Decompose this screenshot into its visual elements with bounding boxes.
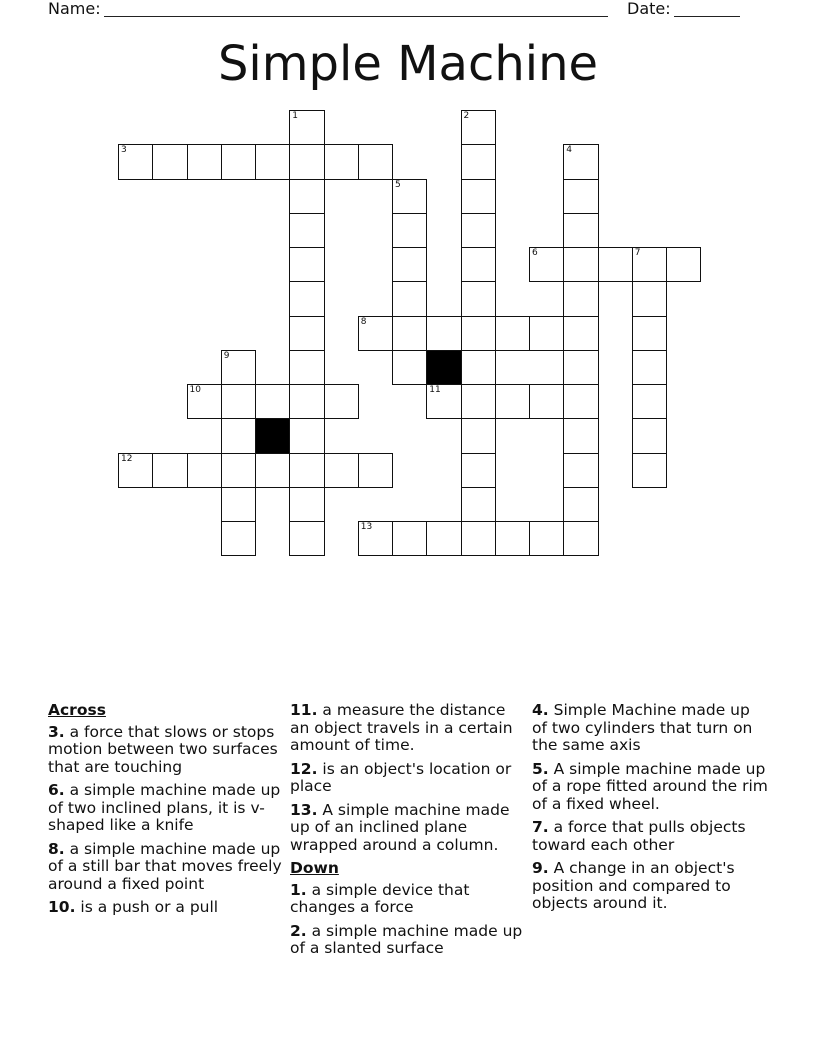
clue-number: 6. bbox=[48, 781, 65, 799]
grid-cell[interactable] bbox=[529, 316, 564, 351]
grid-cell[interactable] bbox=[255, 384, 290, 419]
grid-cell[interactable] bbox=[118, 453, 153, 488]
clue-number: 12. bbox=[290, 759, 318, 778]
clue-number: 3. bbox=[48, 722, 65, 741]
clue-number: 10. bbox=[48, 898, 76, 916]
grid-cell[interactable] bbox=[358, 521, 393, 556]
clue-across-8 bbox=[48, 841, 284, 894]
grid-cell[interactable] bbox=[461, 179, 496, 214]
grid-cell[interactable] bbox=[563, 521, 598, 556]
grid-cell[interactable] bbox=[392, 521, 427, 556]
grid-cell[interactable] bbox=[289, 281, 324, 316]
grid-cell[interactable] bbox=[426, 316, 461, 351]
grid-cell[interactable] bbox=[461, 316, 496, 351]
cell-number: 7 bbox=[634, 248, 641, 258]
grid-cell[interactable] bbox=[289, 316, 324, 351]
clue-across-3 bbox=[48, 724, 284, 777]
grid-cell[interactable] bbox=[529, 384, 564, 419]
clue-text: a force that pulls objects toward each other bbox=[532, 818, 746, 854]
clue-text: is a push or a pull bbox=[80, 898, 219, 916]
clue-text: a simple machine made up of two inclined plans, it is v-shaped like a knife bbox=[48, 781, 281, 834]
clue-text: a force that slows or stops motion between two surfaces that are touching bbox=[48, 722, 278, 776]
grid-cell[interactable] bbox=[289, 350, 324, 385]
grid-cell[interactable] bbox=[426, 384, 461, 419]
clue-number: 7. bbox=[532, 818, 549, 836]
grid-cell[interactable] bbox=[461, 453, 496, 488]
grid-cell[interactable] bbox=[632, 281, 667, 316]
grid-cell[interactable] bbox=[563, 418, 598, 453]
clue-down-4 bbox=[532, 702, 768, 755]
clue-down-5 bbox=[532, 761, 768, 814]
grid-cell[interactable] bbox=[461, 213, 496, 248]
grid-cell[interactable] bbox=[632, 384, 667, 419]
cell-number: 6 bbox=[532, 248, 538, 258]
cell-number: 9 bbox=[223, 350, 230, 361]
grid-cell[interactable] bbox=[358, 316, 393, 351]
grid-cell[interactable] bbox=[324, 453, 359, 488]
clue-number: 11. bbox=[290, 701, 318, 719]
clue-text: a measure the distance an object travels in a certain amount of time. bbox=[290, 701, 513, 754]
grid-cell[interactable] bbox=[632, 316, 667, 351]
grid-cell[interactable] bbox=[289, 453, 324, 488]
grid-cell[interactable] bbox=[461, 247, 496, 282]
grid-cell[interactable] bbox=[666, 247, 701, 282]
grid-cell[interactable] bbox=[461, 350, 496, 385]
grid-cell[interactable] bbox=[563, 144, 598, 179]
grid-cell[interactable] bbox=[563, 453, 598, 488]
down-heading: Down bbox=[290, 859, 339, 877]
clue-column-3 bbox=[532, 702, 768, 919]
grid-cell[interactable] bbox=[529, 247, 564, 282]
grid-cell[interactable] bbox=[187, 144, 222, 179]
cell-number: 3 bbox=[121, 145, 127, 156]
grid-cell[interactable] bbox=[221, 384, 256, 419]
cell-number: 5 bbox=[395, 179, 401, 190]
clue-number: 2. bbox=[290, 921, 307, 940]
clue-text: a simple device that changes a force bbox=[290, 880, 470, 916]
clue-across-11 bbox=[290, 702, 526, 755]
grid-cell[interactable] bbox=[461, 418, 496, 453]
grid-cell[interactable] bbox=[461, 144, 496, 179]
grid-cell[interactable] bbox=[461, 384, 496, 419]
clue-text: Simple Machine made up of two cylinders that turn on the same axis bbox=[532, 701, 753, 754]
grid-cell[interactable] bbox=[392, 213, 427, 248]
grid-cell[interactable] bbox=[563, 247, 598, 282]
grid-cell[interactable] bbox=[221, 453, 256, 488]
clue-across-12 bbox=[290, 761, 526, 796]
grid-cell[interactable] bbox=[255, 144, 290, 179]
grid-cell[interactable] bbox=[392, 179, 427, 214]
grid-cell[interactable] bbox=[563, 179, 598, 214]
grid-cell[interactable] bbox=[289, 213, 324, 248]
grid-cell[interactable] bbox=[289, 521, 324, 556]
grid-cell[interactable] bbox=[289, 110, 324, 145]
grid-cell[interactable] bbox=[221, 487, 256, 522]
grid-cell[interactable] bbox=[392, 350, 427, 385]
grid-cell[interactable] bbox=[221, 521, 256, 556]
date-label: Date: bbox=[627, 0, 671, 18]
clue-across-6 bbox=[48, 782, 284, 835]
grid-cell[interactable] bbox=[495, 384, 530, 419]
cell-number: 13 bbox=[360, 522, 373, 532]
grid-cell[interactable] bbox=[289, 384, 324, 419]
across-heading: Across bbox=[48, 701, 106, 719]
grid-cell[interactable] bbox=[289, 247, 324, 282]
black-cell bbox=[426, 350, 461, 385]
cell-number: 1 bbox=[292, 111, 298, 121]
grid-cell[interactable] bbox=[563, 213, 598, 248]
grid-cell[interactable] bbox=[563, 350, 598, 385]
clue-number: 1. bbox=[290, 880, 307, 899]
clue-number: 4. bbox=[532, 701, 549, 719]
grid-cell[interactable] bbox=[255, 453, 290, 488]
grid-cell[interactable] bbox=[187, 384, 222, 419]
grid-cell[interactable] bbox=[598, 247, 633, 282]
grid-cell[interactable] bbox=[289, 487, 324, 522]
name-label: Name: bbox=[48, 0, 101, 18]
grid-cell[interactable] bbox=[632, 350, 667, 385]
grid-cell[interactable] bbox=[152, 453, 187, 488]
clue-down-7 bbox=[532, 819, 768, 854]
clue-text: A simple machine made up of an inclined plane wrapped around a column. bbox=[290, 800, 510, 854]
clue-number: 5. bbox=[532, 759, 549, 778]
cell-number: 8 bbox=[360, 316, 367, 327]
clue-down-9 bbox=[532, 860, 768, 913]
grid-cell[interactable] bbox=[563, 487, 598, 522]
cell-number: 2 bbox=[463, 111, 470, 121]
cell-number: 10 bbox=[189, 385, 201, 395]
clue-number: 13. bbox=[290, 800, 318, 819]
grid-cell[interactable] bbox=[632, 418, 667, 453]
clue-text: is an object's location or place bbox=[290, 759, 512, 795]
grid-cell[interactable] bbox=[187, 453, 222, 488]
grid-cell[interactable] bbox=[461, 110, 496, 145]
clue-text: A simple machine made up of a rope fitted around the rim of a fixed wheel. bbox=[532, 759, 768, 813]
grid-cell[interactable] bbox=[358, 144, 393, 179]
grid-cell[interactable] bbox=[221, 350, 256, 385]
grid-cell[interactable] bbox=[426, 521, 461, 556]
grid-cell[interactable] bbox=[563, 384, 598, 419]
clue-column-1 bbox=[48, 702, 284, 923]
grid-cell[interactable] bbox=[289, 144, 324, 179]
grid-cell[interactable] bbox=[392, 247, 427, 282]
grid-cell[interactable] bbox=[289, 418, 324, 453]
grid-cell[interactable] bbox=[563, 281, 598, 316]
grid-cell[interactable] bbox=[529, 521, 564, 556]
grid-cell[interactable] bbox=[461, 487, 496, 522]
clue-across-10 bbox=[48, 899, 284, 917]
clue-across-13 bbox=[290, 802, 526, 855]
grid-cell[interactable] bbox=[632, 247, 667, 282]
grid-cell[interactable] bbox=[461, 521, 496, 556]
page-title: Simple Machine bbox=[217, 36, 599, 92]
cell-number: 4 bbox=[566, 145, 572, 156]
cell-number: 12 bbox=[121, 453, 133, 464]
cell-number: 11 bbox=[429, 385, 441, 395]
clue-number: 9. bbox=[532, 859, 549, 877]
grid-cell[interactable] bbox=[392, 281, 427, 316]
clue-column-2 bbox=[290, 702, 526, 964]
grid-cell[interactable] bbox=[324, 144, 359, 179]
clue-text: a simple machine made up of a slanted surface bbox=[290, 921, 523, 957]
grid-cell[interactable] bbox=[118, 144, 153, 179]
grid-cell[interactable] bbox=[324, 384, 359, 419]
grid-cell[interactable] bbox=[221, 144, 256, 179]
grid-cell[interactable] bbox=[392, 316, 427, 351]
grid-cell[interactable] bbox=[495, 521, 530, 556]
clue-down-1 bbox=[290, 882, 526, 917]
grid-cell[interactable] bbox=[632, 453, 667, 488]
clue-down-2 bbox=[290, 923, 526, 958]
grid-cell[interactable] bbox=[152, 144, 187, 179]
black-cell bbox=[255, 418, 290, 453]
grid-cell[interactable] bbox=[495, 316, 530, 351]
grid-cell[interactable] bbox=[461, 281, 496, 316]
grid-cell[interactable] bbox=[358, 453, 393, 488]
grid-cell[interactable] bbox=[221, 418, 256, 453]
clue-text: A change in an object's position and compared to objects around it. bbox=[532, 859, 735, 912]
grid-cell[interactable] bbox=[563, 316, 598, 351]
clue-number: 8. bbox=[48, 839, 65, 858]
grid-cell[interactable] bbox=[289, 179, 324, 214]
clue-text: a simple machine made up of a still bar that moves freely around a fixed point bbox=[48, 839, 282, 893]
